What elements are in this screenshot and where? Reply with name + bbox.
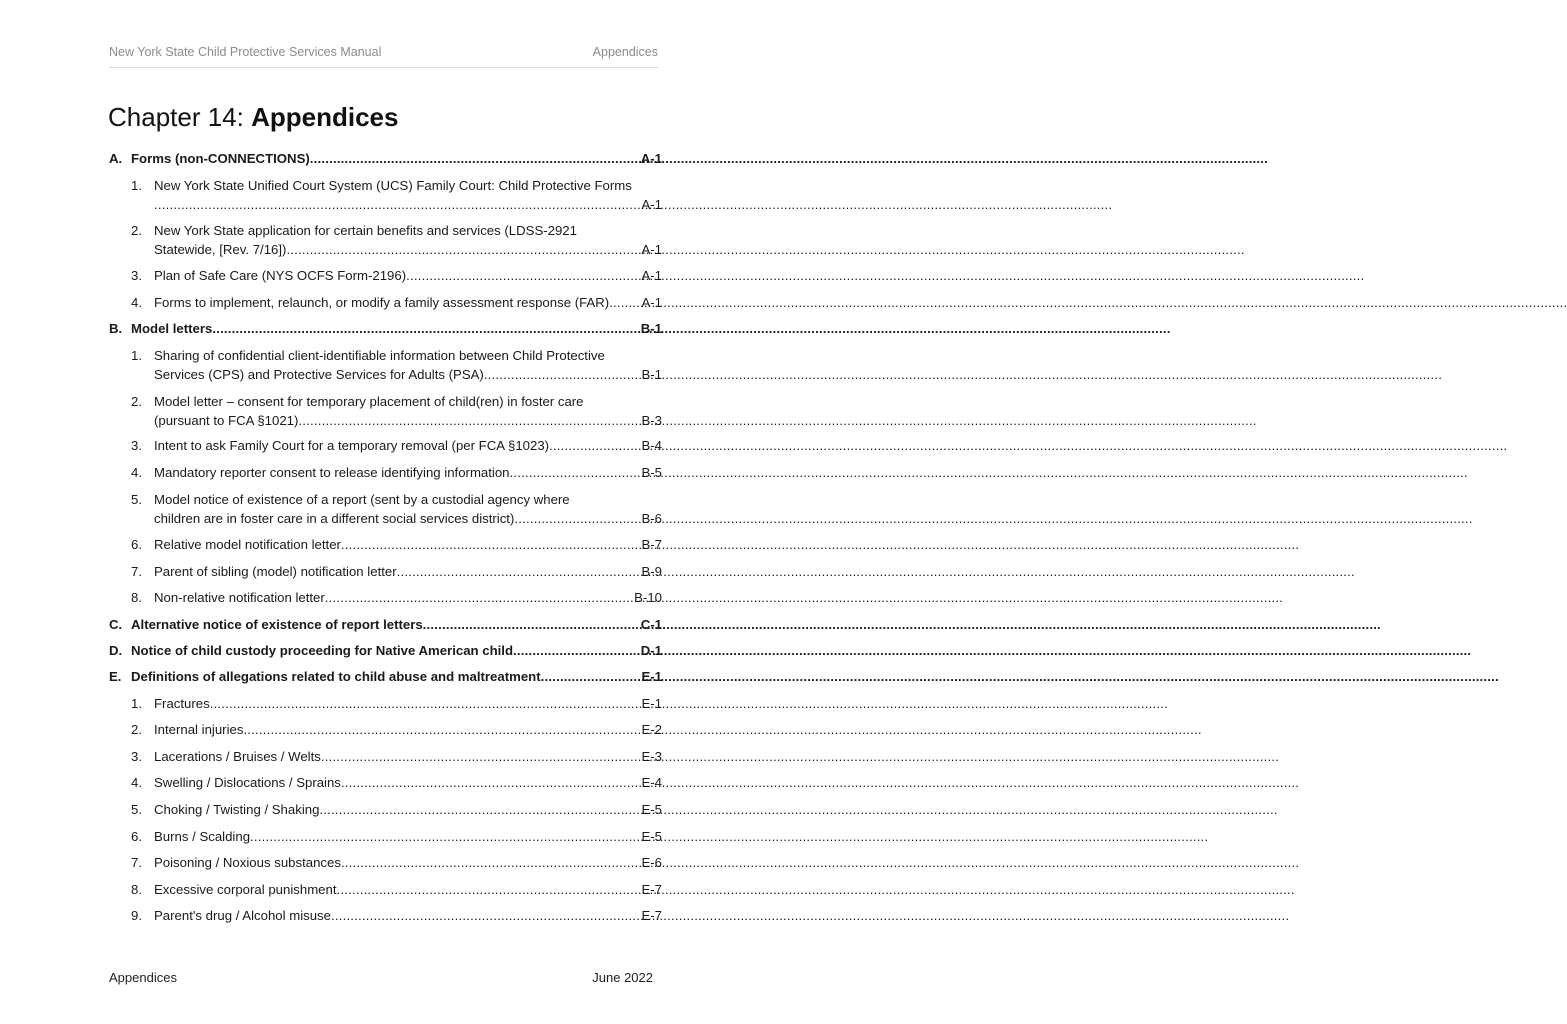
toc-leader — [331, 906, 641, 925]
toc-label: D. — [109, 643, 123, 658]
toc-leader — [423, 615, 641, 634]
chapter-title-prefix: Chapter 14: — [108, 102, 252, 132]
toc-item-b6[interactable] — [131, 535, 662, 554]
toc-text: Parent of sibling (model) notification letter — [154, 564, 397, 579]
toc-item-e9[interactable] — [131, 906, 662, 925]
toc-label: 8. — [131, 882, 142, 897]
toc-text: Definitions of allegations related to child abuse and maltreatment — [131, 669, 541, 684]
toc-label: 4. — [131, 465, 142, 480]
toc-text-cont: Statewide, [Rev. 7/16]) — [154, 242, 287, 257]
toc-text: Fractures — [154, 696, 210, 711]
toc-label: 8. — [131, 590, 142, 605]
toc-section-a[interactable] — [109, 149, 662, 168]
toc-page: B-5 — [641, 465, 662, 480]
toc-text: Forms to implement, relaunch, or modify a family assessment response (FAR) — [154, 295, 610, 310]
toc-label: 5. — [131, 802, 142, 817]
toc-page: E-5 — [641, 802, 662, 817]
toc-text: Parent's drug / Alcohol misuse — [154, 908, 331, 923]
toc-text: Lacerations / Bruises / Welts — [154, 749, 321, 764]
toc-label: 2. — [131, 722, 142, 737]
toc-item-e3[interactable] — [131, 747, 662, 766]
toc-page: A-1 — [641, 242, 662, 257]
toc-label: 6. — [131, 537, 142, 552]
toc-leader — [514, 509, 641, 528]
toc-item-b3[interactable] — [131, 436, 662, 455]
toc-leader — [484, 365, 642, 384]
toc-page: B-4 — [641, 438, 662, 453]
toc-leader — [298, 411, 641, 430]
toc-page: B-6 — [641, 511, 662, 526]
toc-text: Forms (non-CONNECTIONS) — [131, 151, 310, 166]
toc-leader — [549, 436, 641, 455]
toc-label: B. — [109, 321, 123, 336]
toc-page: B-3 — [641, 413, 662, 428]
toc-page: E-1 — [641, 696, 662, 711]
toc-text: Poisoning / Noxious substances — [154, 855, 341, 870]
toc-leader — [609, 293, 641, 312]
toc-item-b4[interactable] — [131, 463, 662, 482]
toc-text: Sharing of confidential client-identifiable information between Child Protective — [154, 348, 605, 363]
toc-text: Model letters — [131, 321, 213, 336]
toc-text: Intent to ask Family Court for a temporary removal (per FCA §1023) — [154, 438, 550, 453]
toc-page: E-6 — [641, 855, 662, 870]
header-section-title: Appendices — [592, 45, 658, 59]
toc-item-a2[interactable] — [131, 221, 662, 259]
toc-page: D-1 — [640, 643, 662, 658]
footer-date: June 2022 — [592, 970, 653, 985]
toc-page: E-7 — [641, 882, 662, 897]
toc-text: Internal injuries — [154, 722, 244, 737]
toc-page: E-3 — [641, 749, 662, 764]
toc-text: Choking / Twisting / Shaking — [154, 802, 320, 817]
toc-leader — [341, 773, 642, 792]
toc-page: B-10 — [634, 590, 662, 605]
toc-label: 4. — [131, 295, 142, 310]
toc-leader — [406, 266, 641, 285]
toc-page: B-9 — [641, 564, 662, 579]
toc-text-cont: Services (CPS) and Protective Services for Adults (PSA) — [154, 367, 484, 382]
toc-label: 3. — [131, 749, 142, 764]
toc-page: C-1 — [640, 617, 662, 632]
toc-label: 3. — [131, 268, 142, 283]
page-header — [109, 45, 658, 68]
toc-page: E-1 — [641, 669, 662, 684]
toc-label: 1. — [131, 348, 142, 363]
toc-leader — [286, 240, 641, 259]
toc-section-d[interactable] — [109, 641, 662, 660]
toc-text: New York State Unified Court System (UCS) Family Court: Child Protective Forms — [154, 178, 632, 193]
toc-section-c[interactable] — [109, 615, 662, 634]
toc-text: Relative model notification letter — [154, 537, 341, 552]
toc-leader — [397, 562, 642, 581]
toc-item-b8[interactable] — [131, 588, 662, 607]
toc-page: A-1 — [641, 268, 662, 283]
toc-text: Non-relative notification letter — [154, 590, 325, 605]
toc-page: E-7 — [641, 908, 662, 923]
page-footer — [109, 970, 653, 985]
toc-leader — [250, 827, 641, 846]
toc-label: 9. — [131, 908, 142, 923]
toc-item-e4[interactable] — [131, 773, 662, 792]
toc-label: C. — [109, 617, 123, 632]
toc-text: Burns / Scalding — [154, 829, 251, 844]
toc-item-a1[interactable] — [131, 176, 662, 214]
toc-label: 7. — [131, 564, 142, 579]
toc-text: Excessive corporal punishment — [154, 882, 337, 897]
toc-item-a4[interactable] — [131, 293, 662, 312]
toc-text: Swelling / Dislocations / Sprains — [154, 775, 341, 790]
toc-leader — [243, 720, 641, 739]
toc-item-e5[interactable] — [131, 800, 662, 819]
toc-leader — [341, 535, 642, 554]
toc-item-e8[interactable] — [131, 880, 662, 899]
toc-label: 6. — [131, 829, 142, 844]
toc-leader — [337, 880, 642, 899]
toc-text: Alternative notice of existence of report letters — [131, 617, 423, 632]
toc-page: B-7 — [641, 537, 662, 552]
toc-leader — [321, 747, 642, 766]
toc-label: E. — [109, 669, 122, 684]
toc-text-cont: children are in foster care in a different social services district) — [154, 511, 515, 526]
toc-text: Model letter – consent for temporary placement of child(ren) in foster care — [154, 394, 584, 409]
toc-label: 3. — [131, 438, 142, 453]
chapter-title-bold: Appendices — [251, 102, 399, 132]
toc-page: E-5 — [641, 829, 662, 844]
footer-section: Appendices — [109, 970, 177, 985]
header-manual-title: New York State Child Protective Services Manual — [109, 45, 382, 59]
toc-leader — [210, 694, 642, 713]
toc-leader — [154, 195, 641, 214]
toc-text: Model notice of existence of a report (sent by a custodial agency where — [154, 492, 570, 507]
toc-label: 4. — [131, 775, 142, 790]
toc-text: New York State application for certain benefits and services (LDSS-2921 — [154, 223, 577, 238]
toc-item-e1[interactable] — [131, 694, 662, 713]
toc-leader — [541, 667, 642, 686]
toc-page: A-1 — [641, 197, 662, 212]
toc-page: B-1 — [641, 367, 662, 382]
toc-label: 2. — [131, 394, 142, 409]
toc-label: 5. — [131, 492, 142, 507]
toc-label: 7. — [131, 855, 142, 870]
toc-item-e6[interactable] — [131, 827, 662, 846]
toc-item-b7[interactable] — [131, 562, 662, 581]
toc-item-a3[interactable] — [131, 266, 662, 285]
toc-item-b1[interactable] — [131, 346, 662, 384]
toc-item-b2[interactable] — [131, 392, 662, 430]
toc-page: E-4 — [641, 775, 662, 790]
toc-page: A-1 — [641, 295, 662, 310]
toc-leader — [513, 641, 641, 660]
toc-item-e7[interactable] — [131, 853, 662, 872]
toc-leader — [212, 319, 640, 338]
toc-leader — [310, 149, 641, 168]
toc-text-cont: (pursuant to FCA §1021) — [154, 413, 299, 428]
toc-section-e[interactable] — [109, 667, 662, 686]
toc-text: Plan of Safe Care (NYS OCFS Form-2196) — [154, 268, 407, 283]
chapter-title — [108, 102, 398, 133]
toc-leader — [341, 853, 642, 872]
toc-text: Mandatory reporter consent to release identifying information — [154, 465, 510, 480]
toc-label: 2. — [131, 223, 142, 238]
toc-leader — [325, 588, 634, 607]
toc-label: A. — [109, 151, 123, 166]
toc-label: 1. — [131, 178, 142, 193]
toc-item-e2[interactable] — [131, 720, 662, 739]
toc-page: A-1 — [640, 151, 662, 166]
toc-page: B-1 — [640, 321, 662, 336]
toc-label: 1. — [131, 696, 142, 711]
toc-leader — [319, 800, 641, 819]
toc-page: E-2 — [641, 722, 662, 737]
toc-text: Notice of child custody proceeding for Native American child — [131, 643, 514, 658]
toc-leader — [510, 463, 642, 482]
toc-item-b5[interactable] — [131, 490, 662, 528]
toc-section-b[interactable] — [109, 319, 662, 338]
